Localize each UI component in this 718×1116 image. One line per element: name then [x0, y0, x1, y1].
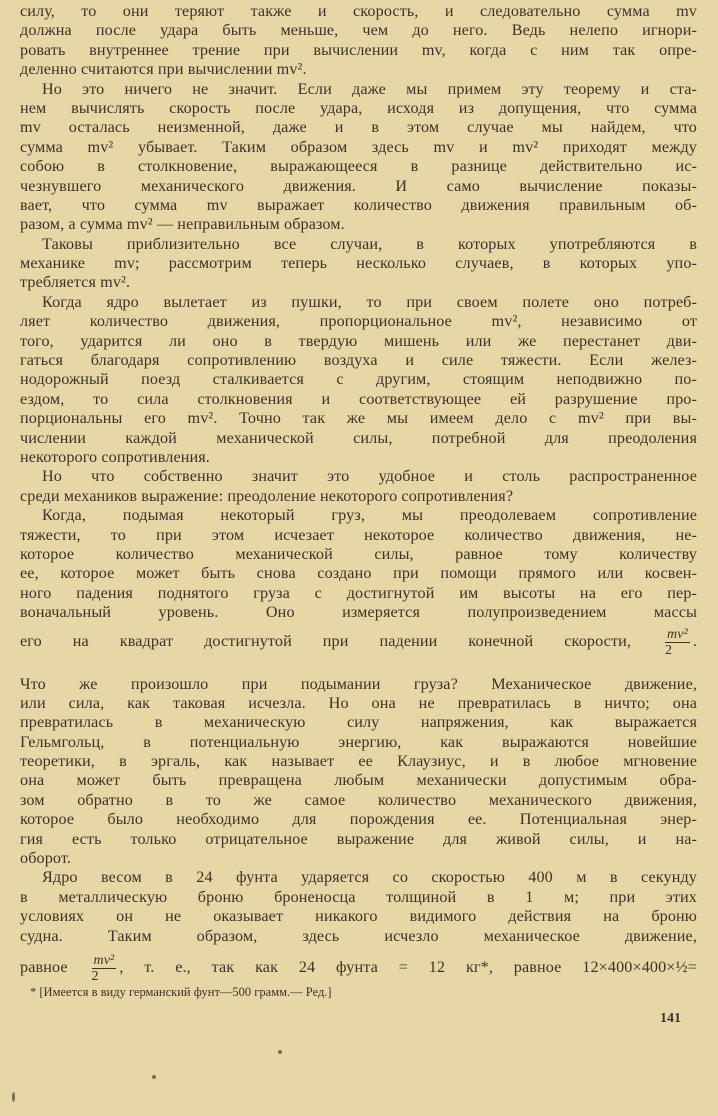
paragraph — [20, 235, 697, 293]
text-line: чезнувшего механического движения. И само вычисление показы- — [20, 176, 697, 195]
text-line: она может быть превращена любым механически допустимым обра- — [20, 771, 697, 790]
text-line: числении каждой механической силы, потребной для преодоления — [20, 428, 697, 447]
text-line: которое количество механической силы, равное тому количеству — [20, 544, 697, 563]
line-text: , т. е., так как 24 фунта = 12 кг*, равное 12×400×400×½= — [119, 958, 697, 977]
text-line: гия есть только отрицательное выражение для живой силы, и на- — [20, 829, 697, 848]
fraction-denominator: 2 — [91, 968, 99, 984]
scan-speck — [278, 1050, 282, 1054]
text-line: судна. Таким образом, здесь исчезло механическое движение, — [20, 926, 697, 945]
text-line: нем вычислять скорость после удара, исходя из допущения, что сумма — [20, 98, 697, 117]
text-line: того, ударится ли оно в твердую мишень или же перестанет дви- — [20, 331, 697, 350]
paragraph — [20, 506, 697, 868]
text-line: Гельмгольц, в потенциальную энергию, как выражаются новейшие — [20, 732, 697, 751]
text-line: или сила, как таковая исчезла. Но она не превратилась в ничто; она — [20, 693, 697, 712]
text-line: ее, которое может быть снова создано при помощи прямого или косвен- — [20, 564, 697, 583]
line-text: . — [692, 631, 698, 650]
text-line: Когда ядро вылетает из пушки, то при своем полете оно потреб- — [42, 292, 697, 311]
paragraph — [20, 467, 697, 506]
text-line: деленно считаются при вычислении mv². — [20, 60, 307, 79]
text-line: ного падения поднятого груза с достигнутой им высоты на его пер- — [20, 583, 697, 602]
text-line: ровать внутреннее трение при вычислении mv, когда с ним так опре- — [20, 40, 697, 59]
text-line — [20, 953, 697, 984]
text-line: Что же произошло при подымании груза? Механическое движение, — [20, 674, 697, 693]
footnote: * [Имеется в виду германский фунт—500 грамм.— Ред.] — [30, 985, 332, 999]
text-line: в металлическую броню броненосца толщиной в 1 м; при этих — [20, 887, 697, 906]
text-line: собою в столкновение, выражающееся в разнице действительно ис- — [20, 157, 697, 176]
paragraph — [20, 2, 697, 80]
paragraph — [20, 868, 697, 984]
text-line: превратилась в механическую силу напряжения, как выражается — [20, 713, 697, 732]
text-line: порциональны его mv². Точно так же мы имеем дело с mv² при вы- — [20, 409, 697, 428]
line-text: равное — [20, 958, 68, 977]
text-line: оборот. — [20, 849, 72, 868]
fraction-numerator: mv² — [667, 626, 688, 642]
text-line: зом обратно в то же самое количество механического движения, — [20, 790, 697, 809]
text-line: некоторого сопротивления. — [20, 447, 210, 466]
text-line: среди механиков выражение: преодоление некоторого сопротивления? — [20, 486, 514, 505]
text-line: силу, то они теряют также и скорость, и следовательно сумма mv — [20, 2, 697, 20]
text-line: Но что собственно значит это удобное и столь распространенное — [42, 467, 697, 486]
text-line: нодорожный поезд сталкивается с другим, стоящим неподвижно по- — [20, 370, 697, 389]
text-line: разом, а сумма mv² — неправильным образом. — [20, 215, 345, 234]
text-line — [20, 627, 697, 658]
text-line: которое было необходимо для порождения ее. Потенциальная энер- — [20, 810, 697, 829]
line-text: его на квадрат достигнутой при падении конечной скорости, — [20, 631, 632, 650]
fraction-denominator: 2 — [665, 642, 673, 658]
text-line: теоретики, в эргаль, как называет ее Клаузиус, и в любое мгновение — [20, 752, 697, 771]
fraction — [665, 627, 690, 658]
text-line: воначальный уровень. Оно измеряется полупроизведением массы — [20, 603, 697, 622]
text-line: условиях он не оказывает никакого видимого действия на броню — [20, 907, 697, 926]
text-line: должна после удара быть меньше, чем до него. Ведь нелепо игнори- — [20, 21, 697, 40]
text-line: Ядро весом в 24 фунта ударяется со скоростью 400 м в секунду — [42, 868, 697, 887]
scan-speck — [152, 1075, 156, 1079]
fraction-numerator: mv² — [93, 952, 115, 968]
text-line: Когда, подымая некоторый груз, мы преодолеваем сопротивление — [42, 506, 697, 525]
text-line: ляет количество движения, пропорциональное mv², независимо от — [20, 312, 697, 331]
text-line: mv осталась неизменной, даже и в этом случае мы найдем, что — [20, 118, 697, 137]
text-line: Таковы приблизительно все случаи, в которых употребляются в — [42, 234, 697, 253]
text-line: сумма mv² убывает. Таким образом здесь mv и mv² приходят между — [20, 137, 697, 156]
paragraph — [20, 293, 697, 468]
text-line: требляется mv². — [20, 273, 131, 292]
scan-speck — [12, 1092, 15, 1102]
page-number: 141 — [660, 1011, 681, 1026]
text-line: вает, что сумма mv выражает количество движения правильным об- — [20, 195, 697, 214]
paragraph — [20, 80, 697, 235]
text-line: Но это ничего не значит. Если даже мы примем эту теорему и ста- — [42, 79, 697, 98]
text-line: гаться благодаря сопротивлению воздуха и силе тяжести. Если желез- — [20, 351, 697, 370]
text-line: механике mv; рассмотрим теперь несколько случаев, в которых упо- — [20, 254, 697, 273]
text-line: ездом, то сила столкновения и соответствующее ей разрушение про- — [20, 389, 697, 408]
document-body — [20, 2, 697, 984]
fraction — [92, 953, 117, 984]
text-line: тяжести, то при этом исчезает некоторое количество движения, не- — [20, 525, 697, 544]
